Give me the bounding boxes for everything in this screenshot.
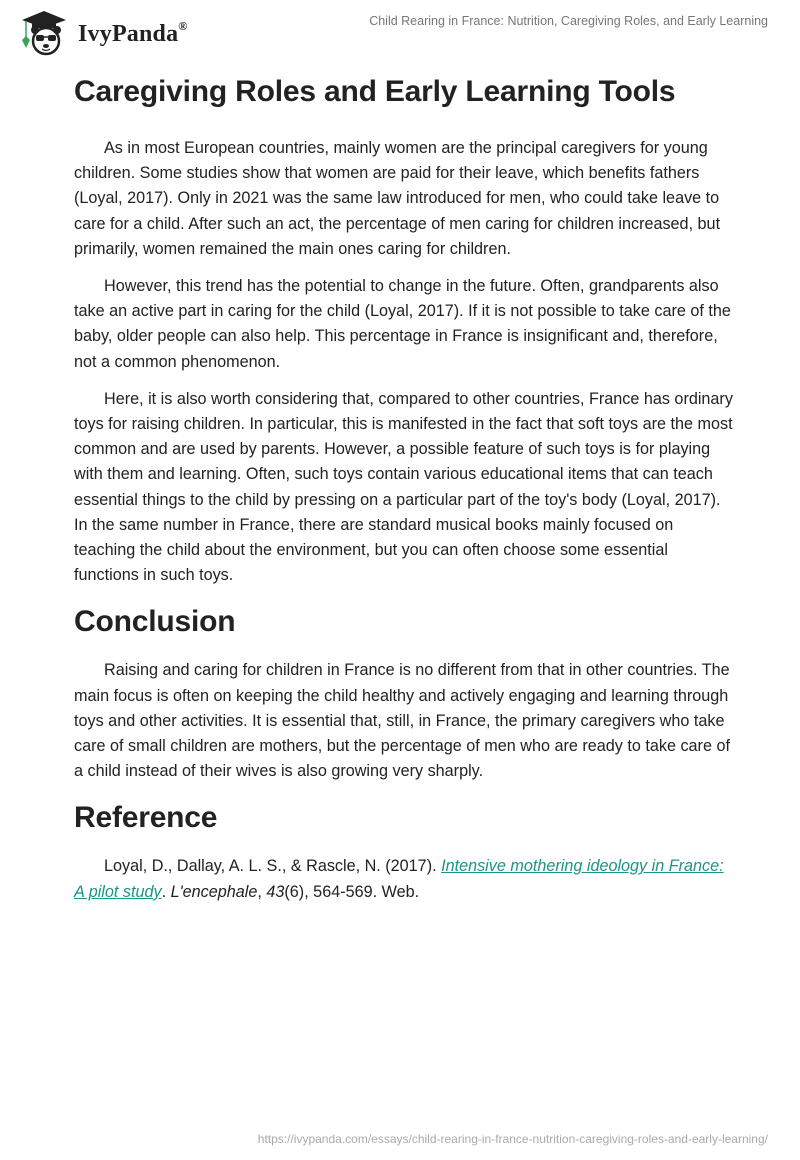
- section-heading-caregiving: Caregiving Roles and Early Learning Tools: [74, 75, 676, 108]
- document-title: Child Rearing in France: Nutrition, Caregiving Roles, and Early Learning: [369, 14, 768, 28]
- footer-url: https://ivypanda.com/essays/child-rearing-in-france-nutrition-caregiving-roles-and-early-learning/: [257, 1132, 768, 1146]
- page-header: [0, 0, 800, 56]
- article-body: [74, 68, 734, 905]
- reference-entry: Loyal, D., Dallay, A. L. S., & Rascle, N. (2017). Intensive mothering ideology in France: A pilot study. L'encephale, 43(6), 564-569. Web.: [74, 857, 724, 901]
- reference-title-link[interactable]: Intensive mothering ideology in France: A pilot study: [74, 857, 724, 901]
- panda-graduate-icon: [18, 8, 70, 56]
- journal-volume: 43: [266, 882, 285, 901]
- ivypanda-logo[interactable]: [18, 8, 187, 56]
- paragraph: However, this trend has the potential to change in the future. Often, grandparents also take an active part in caring for the child (Loyal, 2017). If it is not possible to take care of the baby, older people can also help. This percentage in France is insignificant and, therefore, not a common phenomenon.: [74, 277, 731, 371]
- paragraph: Here, it is also worth considering that, compared to other countries, France has ordinary toys for raising children. In particular, this is manifested in the fact that soft toys are the most common and are used by parents. However, a possible feature of such toys is for playing with them and learning. Often, such toys contain various educational items that can teach essential things to the child by pressing on a particular part of the toy's body (Loyal, 2017). In the same number in France, there are standard musical books mainly focused on teaching the child about the environment, but you can often choose some essential functions in such toys.: [74, 389, 733, 585]
- paragraph: As in most European countries, mainly women are the principal caregivers for young children. Some studies show that women are paid for their leave, which benefits fathers (Loyal, 2017). Only in 2021 was the same law introduced for men, who could take leave to care for a child. After such an act, the percentage of men caring for children increased, but primarily, women remained the main ones caring for children.: [74, 139, 721, 258]
- section-heading-conclusion: Conclusion: [74, 605, 236, 639]
- logo-wordmark: IvyPanda®: [78, 18, 188, 47]
- paragraph: Raising and caring for children in France is no different from that in other countries. The main focus is often on keeping the child healthy and actively engaging and learning through toys and other activities. It is essential that, still, in France, the primary caregivers who take care of small children are mothers, but the percentage of men who are ready to take care of a child instead of their wives is also growing very sharply.: [74, 661, 730, 781]
- journal-name: L'encephale: [170, 882, 258, 901]
- section-heading-reference: Reference: [74, 801, 218, 835]
